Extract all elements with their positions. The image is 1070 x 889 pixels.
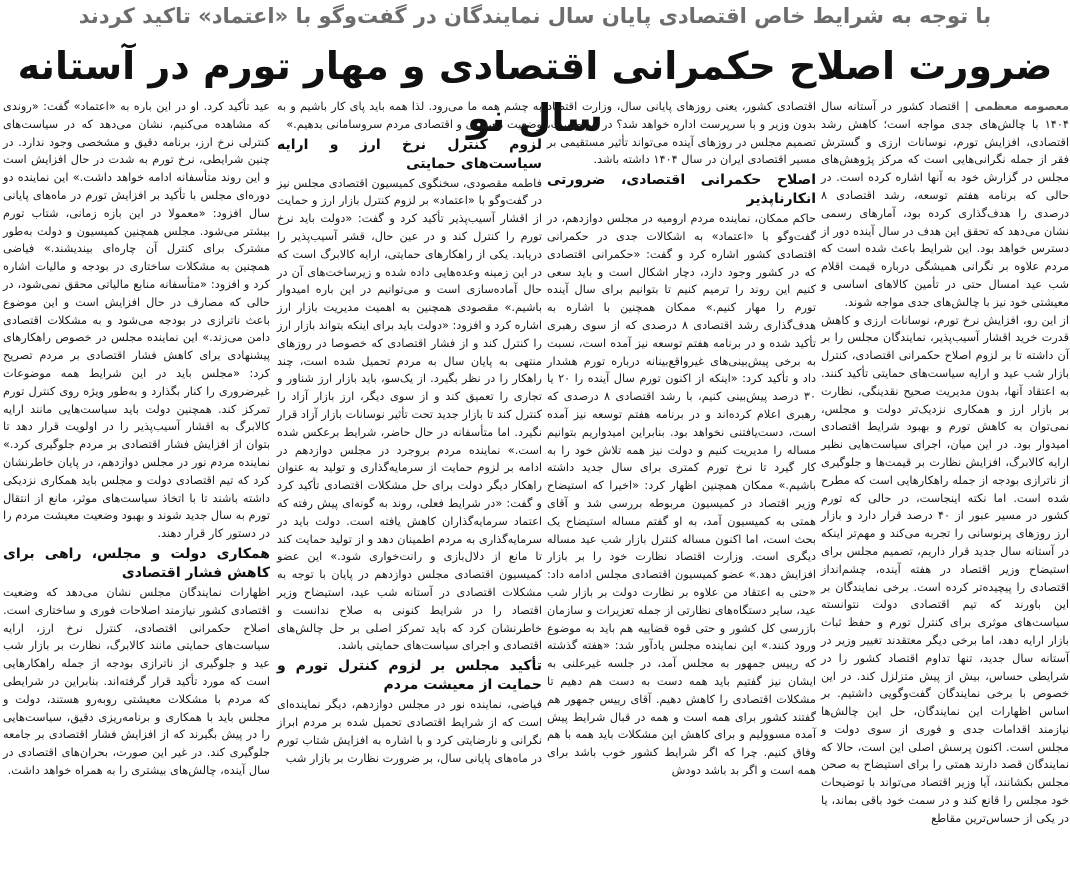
block-text: از این رو، افزایش نرخ تورم، نوسانات ارزی و کاهش قدرت خرید اقشار آسیب‌پذیر، نمایندگان مجلس را بر آن داشته تا بر لزوم اصلاح حکمرانی اقتصادی، کنترل بازار شب عید و ارایه سیاست‌های حمایتی تأکید کنند. به اعتقاد آنها، بدون مدیریت صحیح نقدینگی، نظارت بر بازار ارز و همکاری نزدیک‌تر دولت و مجلس، نمی‌توان به کاهش تورم و بهبود شرایط اقتصادی امیدوار بود. در این میان، اجرای سیاست‌هایی نظیر ارایه کالابرگ، افزایش نظارت بر قیمت‌ها و جلوگیری از ناترازی بودجه از جمله راهکارهایی است که مطرح شده است. اما نکته اینجاست، در حالی که تورم کشور در مسیر عبور از ۴۰ درصد قرار دارد و بازار ارز روزهای پرنوسانی را تجربه می‌کند و مهم‌تر اینکه در آستانه سال جدید قرار داریم، تصمیم مجلس برای استیضاح وزیر اقتصاد در هفته آینده، چشم‌انداز اقتصادی را پیچیده‌تر کرده است. برخی نمایندگان بر این باورند که تیم اقتصادی دولت نتوانسته سیاست‌های موثری برای کنترل تورم و حفظ ثبات بازار ارایه دهد، اما برخی دیگر معتقدند تغییر وزیر در آستانه سال جدید، تنها تداوم اقتصاد کشور را در شرایطی حساس، بیش از پیش متزلزل کند. در این خصوص با برخی نمایندگان گفت‌وگویی داشتیم. بر اساس اظهارات این نمایندگان، حل این چالش‌ها نیازمند اقدامات جدی و فوری از سوی دولت و مجلس است. اکنون پرسش اصلی این است، حالا که نمایندگان قصد دارند همتی را برای استیضاح به صحن مجلس بکشانند، آیا وزیر اقتصاد می‌تواند با توضیحات خود مجلس را قانع کند و در سمت خود باقی بماند، یا در یکی از حساس‌ترین مقاطع <box>821 313 1070 825</box>
block-text: اصلاح حکمرانی اقتصادی، ضرورتی انکارناپذیر <box>547 172 816 208</box>
body-paragraph <box>277 98 542 134</box>
body-paragraph <box>277 175 542 656</box>
block-text: اقتصادی کشور، یعنی روزهای پایانی سال، وزارت اقتصاد بدون وزیر و با سرپرست اداره خواهد شد؟ در هر صورت، تصمیم مجلس در روزهای آینده می‌تواند تأثیر مستقیمی بر مسیر اقتصادی ایران در سال ۱۴۰۴ داشته باشد. <box>547 100 816 167</box>
block-text: فاطمه مقصودی، سخنگوی کمیسیون اقتصادی مجلس نیز در گفت‌وگو با «اعتماد» بر لزوم کنترل بازار ارز و حمایت از اقشار آسیب‌پذیر تأکید کرد و گفت: «دولت باید نرخ تورم را کنترل کند و در عین حال، قشر آسیب‌پذیر را دریابد. یکی از راهکارهای حمایتی، ارایه کالابرگ است که در این زمینه وعده‌هایی داده شده و زیرساخت‌های آن در حال آماده‌سازی است و می‌توانیم در این باره امیدوار باشیم.» مقصودی همچنین به اهمیت مدیریت بازار ارز اشاره کرد و افزود: «دولت باید برای اینکه بتواند بازار ارز را کنترل کند و از فشار اقتصادی که خصوصا در روزهای منتهی به پایان سال به مردم تحمیل شده است، چند راهکار را در نظر بگیرد. از یک‌سو، باید بازار ارز شناور و تجاری را تعمیق کند و از سوی دیگر، ارز بازار آزاد را کنترل کند تا بازار جدید تحت تأثیر نوسانات بازار آزاد قرار نگیرد. اما متأسفانه در حال حاضر، شرایط برعکس شده است.» نماینده مردم بروجرد در مجلس دوازدهم در ادامه بر لزوم حمایت از سرمایه‌گذاری و تولید به عنوان راهکار دیگر دولت برای حل مشکلات اقتصادی تأکید کرد و گفت: «در شرایط فعلی، روند به گونه‌ای پیش رفته که اعتماد سرمایه‌گذاران کاهش یافته است. دولت باید در سرمایه‌گذاری به مردم اطمینان دهد و از تولید حمایت کند تا مانع از دلال‌بازی و رانت‌خواری شود.» این عضو کمیسیون اقتصادی مجلس دوازدهم در پایان با توجه به مشکلات اقتصادی در آستانه شب عید، استیضاح وزیر اقتصاد را در شرایط کنونی به صلاح ندانست و خاطرنشان کرد که باید تمرکز اصلی بر حل چالش‌های اقتصادی و اجرای سیاست‌های حمایتی باشد. <box>277 176 542 653</box>
block-text: تأکید مجلس بر لزوم کنترل تورم و حمایت از معیشت مردم <box>277 658 542 694</box>
block-text: عید تأکید کرد. او در این باره به «اعتماد» گفت: «روندی که مشاهده می‌کنیم، نشان می‌دهد که در سیاست‌های کنترلی نرخ ارز، برنامه دقیق و مشخصی وجود ندارد. در چنین شرایطی، نرخ تورم به شدت در حال افزایش است و این روند متأسفانه ادامه خواهد داشت.» این نماینده دو دوره‌ای مجلس با تأکید بر افزایش تورم در ماه‌های پایانی سال افزود: «معمولا در این بازه زمانی، شتاب تورم بیشتر می‌شود. مجلس همچنین کمیسیون و دولت به‌طور مشترک برای کنترل آن چاره‌ای بیندیشند.» فیاضی همچنین به مشکلات ساختاری در بودجه و مالیات اشاره کرد و افزود: «متأسفانه منابع مالیاتی محقق نمی‌شود، در حالی که مصارف در حال افزایش است و این موضوع باعث ناترازی در بودجه می‌شود و به مشکلات اقتصادی دامن می‌زند.» این نماینده مجلس در خصوص راهکارهای پیشنهادی برای کاهش فشار اقتصادی بر مردم تصریح کرد: «مجلس باید در این شرایط همه موضوعات غیرضروری را کنار بگذارد و به‌طور ویژه روی کنترل تورم تمرکز کند. همچنین دولت باید سیاست‌هایی مانند ارایه کالابرگ به اقشار آسیب‌پذیر را در اولویت قرار دهد تا بتوان از افزایش فشار اقتصادی بر مردم جلوگیری کرد.» نماینده مردم نور در مجلس دوازدهم، در پایان خاطرنشان کرد که تیم اقتصادی دولت و مجلس باید همکاری نزدیکی داشته باشند تا با اتخاذ سیاست‌های موثر، مانع از انتقال تورم به سال جدید شوند و بهبود وضعیت معیشت مردم را در دستور کار قرار دهند. <box>3 100 270 541</box>
section-subheading <box>277 136 542 174</box>
author-byline: معصومه معظمی | <box>964 100 1069 113</box>
body-paragraph <box>547 98 816 169</box>
block-text: همکاری دولت و مجلس، راهی برای کاهش فشار اقتصادی <box>3 545 270 581</box>
article-column-1 <box>821 98 1069 828</box>
body-paragraph <box>821 312 1069 828</box>
article-column-2 <box>547 98 816 780</box>
block-text: فیاضی، نماینده نور در مجلس دوازدهم، دیگر نماینده‌ای است که از شرایط اقتصادی تحمیل شده بر مردم ابراز نگرانی و نارضایتی کرد و با اشاره به افزایش شتاب تورم در ماه‌های پایانی سال، بر ضرورت نظارت بر بازار شب <box>277 698 542 765</box>
body-paragraph <box>3 98 270 543</box>
body-paragraph <box>547 210 816 780</box>
article-column-3 <box>277 98 542 767</box>
kicker-subtitle: با توجه به شرایط خاص اقتصادی پایان سال نمایندگان در گفت‌وگو با «اعتماد» تاکید کردند <box>78 4 992 28</box>
body-paragraph <box>3 584 270 780</box>
block-text: اقتصاد کشور در آستانه سال ۱۴۰۴ با چالش‌های جدی مواجه است؛ کاهش رشد اقتصادی، افزایش تورم، نوسانات ارزی و گسترش فقر از جمله نگرانی‌هایی است که مرکز پژوهش‌های مجلس در گزارش خود به آنها اشاره کرده است. در حالی که برنامه هفتم توسعه، رشد اقتصادی ۸ درصدی را هدف‌گذاری کرده بود، آمارهای رسمی نشان می‌دهد که تحقق این هدف در سال آینده دور از دسترس خواهد بود. این شرایط باعث شده است که مردم علاوه بر نگرانی همیشگی درباره قیمت اقلام شب عید امسال حتی در تأمین کالاهای اساسی و معیشتی خود نیز با چالش‌های جدی مواجه شوند. <box>821 100 1069 309</box>
body-paragraph <box>821 98 1069 312</box>
block-text: لزوم کنترل نرخ ارز و ارایه سیاست‌های حمایتی <box>277 136 542 172</box>
block-text: حاکم ممکان، نماینده مردم ارومیه در مجلس دوازدهم، در گفت‌وگو با «اعتماد» به اشکالات جدی در حکمرانی اقتصادی کشور اشاره کرد و گفت: «حکمرانی اقتصادی که در کشور وجود دارد، دچار اشکال است و باید سعی کنیم این روند را ترمیم کنیم تا بتوانیم برای سال آینده تورم را مهار کنیم.» ممکان همچنین با اشاره به هدف‌گذاری رشد اقتصادی ۸ درصدی که از سوی رهبری تأکید شده و در برنامه هفتم توسعه نیز آمده است، نسبت به برخی پیش‌بینی‌های غیرواقع‌بینانه درباره تورم هشدار داد و تأکید کرد: «اینکه از اکنون تورم سال آینده را ۲۰ یا ۳۰ درصد پیش‌بینی کنیم، با رشد اقتصادی ۸ درصدی که رهبری اعلام کرده‌اند و در برنامه هفتم توسعه نیز آمده است، دست‌یافتنی نخواهد بود. بنابراین امیدواریم بتوانیم مساله را مدیریت کنیم و دولت نیز همه تلاش خود را به کار گیرد تا نرخ تورم کمتری برای سال جدید داشته باشیم.» ممکان همچنین اظهار کرد: «اخیرا که استیضاح وزیر اقتصاد در کمیسیون مربوطه بررسی شد و آقای همتی به کمیسیون آمد، به او گفتم مساله استیضاح یک بحث است، اما اکنون مساله کنترل بازار شب عید مساله دیگری است. وزارت اقتصاد نظارت خود را بر بازار افزایش دهد.» عضو کمیسیون اقتصادی مجلس ادامه داد: «حتی به اعتقاد من علاوه بر نظارت دولت بر بازار شب عید، سایر دستگاه‌های نظارتی از جمله تعزیرات و سازمان بازرسی کل کشور و حتی قوه قضاییه هم باید به موضوع ورود کنند.» این نماینده مجلس یادآور شد: «هفته گذشته که رییس جمهور به مجلس آمد، در جلسه غیرعلنی به ایشان نیز گفتیم باید همه دست به دست هم دهیم تا مشکلات اقتصادی را کاهش دهیم. آقای رییس جمهور هم گفتند کشور برای همه است و همه در قبال شرایط پیش آمده مسوولیم و برای کاهش این مشکلات باید همه با هم وفاق کنیم. چرا که اگر شرایط کشور خوب باشد برای همه است و اگر بد باشد دودش <box>547 212 817 777</box>
section-subheading <box>547 171 816 209</box>
body-paragraph <box>277 696 542 767</box>
article-column-4 <box>3 98 270 780</box>
section-subheading <box>3 545 270 583</box>
block-text: اظهارات نمایندگان مجلس نشان می‌دهد که وضعیت اقتصادی کشور نیازمند اصلاحات فوری و ساختاری است. اصلاح حکمرانی اقتصادی، کنترل نرخ ارز، ارایه سیاست‌های حمایتی مانند کالابرگ، نظارت بر بازار شب عید و جلوگیری از ناترازی بودجه از جمله راهکارهایی است که مورد تأکید قرار گرفته‌اند. بنابراین در شرایطی که مردم با مشکلات معیشتی روبه‌رو هستند، دولت و مجلس باید با همکاری و برنامه‌ریزی دقیق، سیاست‌هایی را در پیش بگیرند که از افزایش فشار اقتصادی بر جامعه جلوگیری کند. در غیر این صورت، بحران‌های اقتصادی در سال آینده، چالش‌های بیشتری را به همراه خواهد داشت. <box>3 585 270 777</box>
block-text: به چشم همه ما می‌رود. لذا همه باید پای کار باشیم و به وضعیت معیشتی و اقتصادی مردم سروسامانی بدهیم.» <box>277 100 542 131</box>
section-subheading <box>277 657 542 695</box>
headline: ضرورت اصلاح حکمرانی اقتصادی و مهار تورم در آستانه سال نو <box>17 44 1053 140</box>
